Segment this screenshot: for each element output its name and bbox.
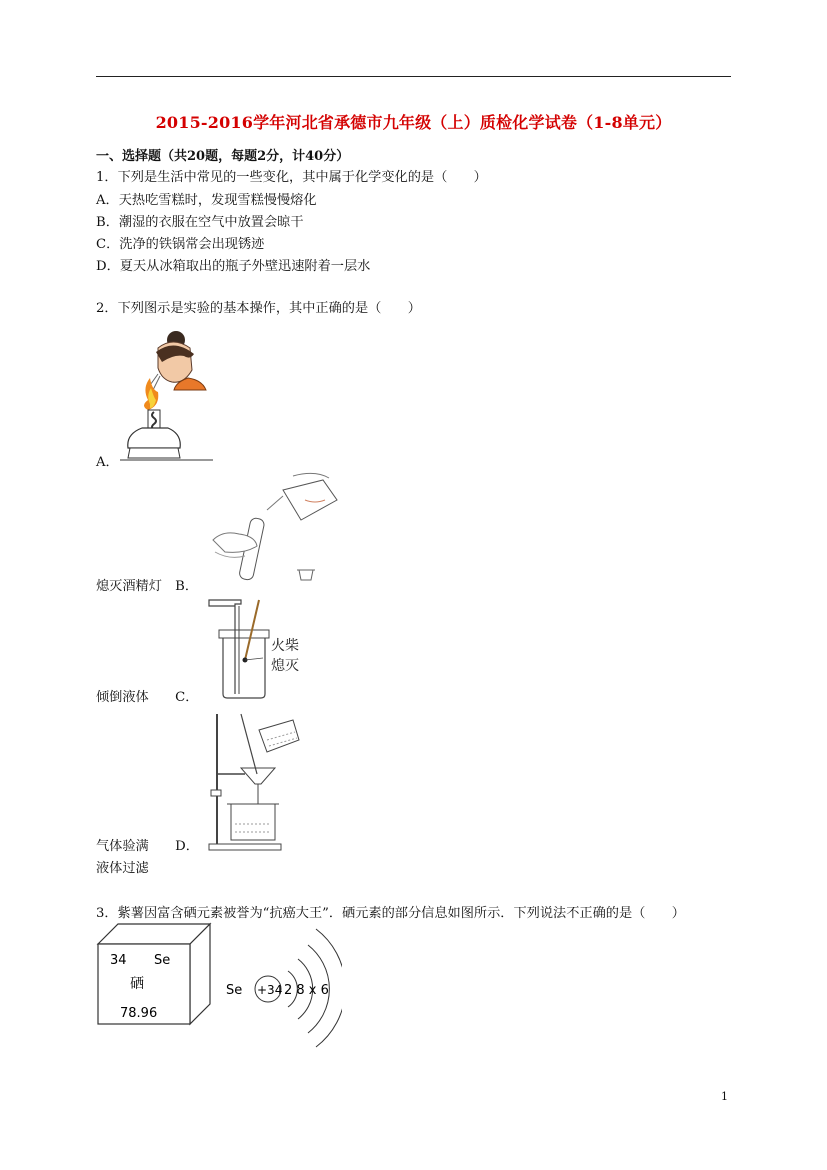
figure-gas-test <box>205 598 315 700</box>
header-rule <box>96 76 731 77</box>
page-number: 1 <box>721 1090 728 1103</box>
q2-option-d: 气体验满 D． <box>96 839 199 854</box>
atom-symbol: Se <box>226 983 243 998</box>
page-title: 2015-2016学年河北省承德市九年级（上）质检化学试卷（1-8单元） <box>155 113 672 132</box>
figure-blow-out-lamp <box>118 318 213 466</box>
q2-caption-d: 液体过滤 <box>96 861 149 876</box>
q2-stem: 2．下列图示是实验的基本操作，其中正确的是（ ） <box>96 301 421 316</box>
q1-stem: 1．下列是生活中常见的一些变化，其中属于化学变化的是（ ） <box>96 170 487 185</box>
match-label-1: 火柴 <box>271 638 299 654</box>
match-label-2: 熄灭 <box>271 658 299 674</box>
q1-option-b: B．潮湿的衣服在空气中放置会晾干 <box>96 215 304 230</box>
section-heading: 一、选择题（共20题，每题2分，计40分） <box>96 149 350 164</box>
atom-structure-diagram <box>222 925 342 1049</box>
q3-stem: 3．紫薯因富含硒元素被誉为“抗癌大王”．硒元素的部分信息如图所示．下列说法不正确的是（ ） <box>96 906 685 921</box>
q2-option-a-letter: A． <box>96 455 119 470</box>
figure-pour-liquid <box>205 470 340 588</box>
element-number: 34 <box>110 953 127 968</box>
q1-option-d: D．夏天从冰箱取出的瓶子外壁迅速附着一层水 <box>96 259 371 274</box>
atom-shells: 2 8 x 6 <box>284 983 329 998</box>
q2-option-b: 熄灭酒精灯 B． <box>96 579 199 594</box>
figure-filtration <box>205 710 310 852</box>
q1-option-c: C．洗净的铁锅常会出现锈迹 <box>96 237 265 252</box>
element-symbol: Se <box>154 953 171 968</box>
element-name: 硒 <box>130 976 144 992</box>
q2-option-c: 倾倒液体 C． <box>96 690 199 705</box>
atom-nucleus: +34 <box>257 983 283 997</box>
q1-option-a: A．天热吃雪糕时，发现雪糕慢慢熔化 <box>96 193 317 208</box>
element-cube-selenium <box>96 922 212 1028</box>
element-mass: 78.96 <box>120 1006 158 1021</box>
